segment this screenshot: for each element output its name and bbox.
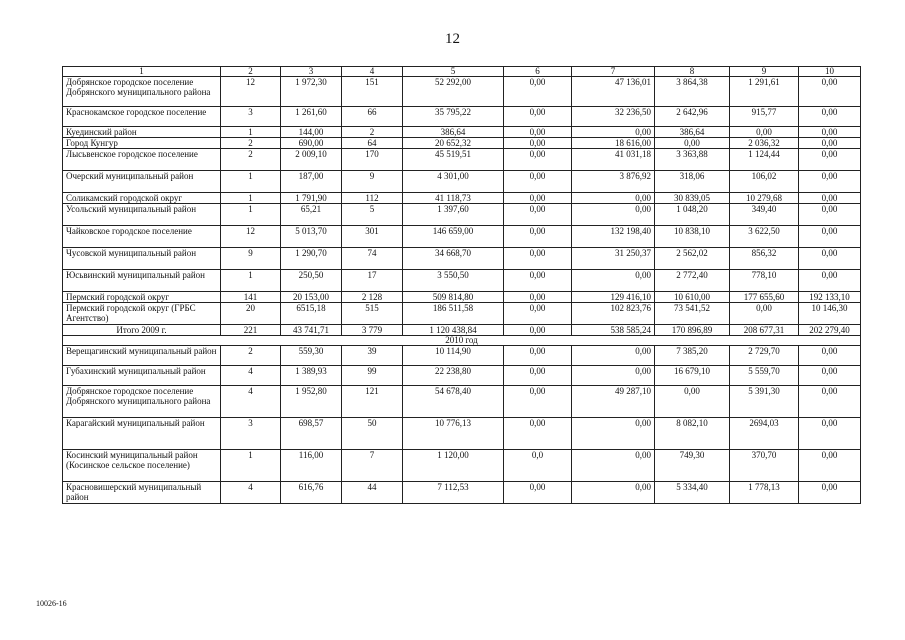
total-value-cell: 3 779	[342, 325, 403, 336]
value-cell: 20 652,32	[403, 138, 504, 149]
year-section-row	[63, 336, 861, 346]
value-cell: 151	[342, 77, 403, 107]
value-cell: 0,00	[504, 248, 572, 270]
value-cell: 44	[342, 482, 403, 504]
column-header: 5	[403, 67, 504, 77]
table-row	[63, 127, 861, 138]
value-cell: 54 678,40	[403, 386, 504, 418]
value-cell: 1 124,44	[730, 149, 799, 171]
column-number-row	[63, 67, 861, 77]
value-cell: 386,64	[403, 127, 504, 138]
value-cell: 3 622,50	[730, 226, 799, 248]
year-section-label: 2010 год	[63, 336, 861, 346]
document-id: 10026-16	[36, 599, 67, 608]
municipality-name-cell: Добрянское городское поселение Добрянского муниципального района	[63, 77, 221, 107]
value-cell: 0,00	[504, 204, 572, 226]
data-table	[62, 66, 861, 504]
total-label: Итого 2009 г.	[63, 325, 221, 336]
value-cell: 1	[221, 270, 281, 292]
municipality-name-cell: Чайковское городское поселение	[63, 226, 221, 248]
value-cell: 112	[342, 193, 403, 204]
value-cell: 16 679,10	[655, 366, 730, 386]
value-cell: 0,00	[504, 226, 572, 248]
column-header: 9	[730, 67, 799, 77]
value-cell: 0,00	[799, 171, 861, 193]
municipality-name-cell: Чусовской муниципальный район	[63, 248, 221, 270]
table-row	[63, 204, 861, 226]
municipality-name-cell: Карагайский муниципальный район	[63, 418, 221, 450]
value-cell: 0,00	[504, 292, 572, 303]
value-cell: 2	[221, 149, 281, 171]
value-cell: 2	[342, 127, 403, 138]
value-cell: 3 550,50	[403, 270, 504, 292]
value-cell: 0,00	[572, 204, 655, 226]
value-cell: 1 389,93	[281, 366, 342, 386]
value-cell: 0,00	[799, 270, 861, 292]
value-cell: 22 238,80	[403, 366, 504, 386]
total-value-cell: 202 279,40	[799, 325, 861, 336]
value-cell: 5 013,70	[281, 226, 342, 248]
table-row	[63, 270, 861, 292]
value-cell: 0,00	[655, 386, 730, 418]
table-row	[63, 292, 861, 303]
value-cell: 186 511,58	[403, 303, 504, 325]
value-cell: 2 772,40	[655, 270, 730, 292]
municipality-name-cell: Лысьвенское городское поселение	[63, 149, 221, 171]
value-cell: 386,64	[655, 127, 730, 138]
value-cell: 0,00	[799, 248, 861, 270]
value-cell: 2	[221, 138, 281, 149]
value-cell: 2 036,32	[730, 138, 799, 149]
value-cell: 121	[342, 386, 403, 418]
value-cell: 0,00	[799, 386, 861, 418]
value-cell: 0,00	[799, 418, 861, 450]
value-cell: 9	[221, 248, 281, 270]
value-cell: 47 136,01	[572, 77, 655, 107]
value-cell: 31 250,37	[572, 248, 655, 270]
value-cell: 0,00	[799, 77, 861, 107]
value-cell: 0,00	[730, 127, 799, 138]
value-cell: 7 385,20	[655, 346, 730, 366]
value-cell: 1 791,90	[281, 193, 342, 204]
value-cell: 0,00	[730, 303, 799, 325]
value-cell: 5	[342, 204, 403, 226]
value-cell: 3 876,92	[572, 171, 655, 193]
value-cell: 18 616,00	[572, 138, 655, 149]
value-cell: 64	[342, 138, 403, 149]
value-cell: 0,00	[799, 226, 861, 248]
value-cell: 0,00	[572, 270, 655, 292]
value-cell: 690,00	[281, 138, 342, 149]
value-cell: 2 128	[342, 292, 403, 303]
value-cell: 39	[342, 346, 403, 366]
municipality-name-cell: Добрянское городское поселение Добрянского муниципального района	[63, 386, 221, 418]
total-value-cell: 1 120 438,84	[403, 325, 504, 336]
municipality-name-cell: Очерский муниципальный район	[63, 171, 221, 193]
value-cell: 4	[221, 366, 281, 386]
value-cell: 301	[342, 226, 403, 248]
value-cell: 2 729,70	[730, 346, 799, 366]
table-row	[63, 77, 861, 107]
value-cell: 49 287,10	[572, 386, 655, 418]
table-row	[63, 193, 861, 204]
value-cell: 509 814,80	[403, 292, 504, 303]
value-cell: 10 776,13	[403, 418, 504, 450]
value-cell: 50	[342, 418, 403, 450]
municipality-name-cell: Пермский городской округ	[63, 292, 221, 303]
value-cell: 0,00	[504, 386, 572, 418]
value-cell: 349,40	[730, 204, 799, 226]
value-cell: 5 334,40	[655, 482, 730, 504]
value-cell: 0,00	[504, 346, 572, 366]
value-cell: 0,00	[504, 270, 572, 292]
value-cell: 370,70	[730, 450, 799, 482]
value-cell: 0,00	[504, 107, 572, 127]
value-cell: 0,00	[799, 149, 861, 171]
value-cell: 10 838,10	[655, 226, 730, 248]
value-cell: 0,00	[799, 127, 861, 138]
value-cell: 52 292,00	[403, 77, 504, 107]
value-cell: 0,00	[572, 127, 655, 138]
value-cell: 141	[221, 292, 281, 303]
municipality-name-cell: Соликамский городской округ	[63, 193, 221, 204]
value-cell: 20	[221, 303, 281, 325]
table-row	[63, 303, 861, 325]
value-cell: 10 279,68	[730, 193, 799, 204]
value-cell: 0,00	[504, 418, 572, 450]
value-cell: 856,32	[730, 248, 799, 270]
value-cell: 0,00	[572, 450, 655, 482]
municipality-name-cell: Верещагинский муниципальный район	[63, 346, 221, 366]
value-cell: 1	[221, 127, 281, 138]
municipality-name-cell: Куединский район	[63, 127, 221, 138]
value-cell: 2 642,96	[655, 107, 730, 127]
total-value-cell: 538 585,24	[572, 325, 655, 336]
value-cell: 0,00	[504, 127, 572, 138]
total-value-cell: 43 741,71	[281, 325, 342, 336]
value-cell: 318,06	[655, 171, 730, 193]
value-cell: 0,00	[799, 450, 861, 482]
value-cell: 102 823,76	[572, 303, 655, 325]
total-value-cell: 170 896,89	[655, 325, 730, 336]
value-cell: 12	[221, 77, 281, 107]
value-cell: 250,50	[281, 270, 342, 292]
value-cell: 0,00	[572, 482, 655, 504]
column-header: 6	[504, 67, 572, 77]
value-cell: 0,00	[504, 303, 572, 325]
table-row	[63, 248, 861, 270]
value-cell: 1 778,13	[730, 482, 799, 504]
value-cell: 778,10	[730, 270, 799, 292]
value-cell: 4	[221, 482, 281, 504]
value-cell: 41 031,18	[572, 149, 655, 171]
column-header: 7	[572, 67, 655, 77]
column-header: 10	[799, 67, 861, 77]
value-cell: 698,57	[281, 418, 342, 450]
value-cell: 106,02	[730, 171, 799, 193]
value-cell: 1 291,61	[730, 77, 799, 107]
value-cell: 2	[221, 346, 281, 366]
value-cell: 144,00	[281, 127, 342, 138]
column-header: 1	[63, 67, 221, 77]
value-cell: 10 146,30	[799, 303, 861, 325]
value-cell: 0,00	[504, 149, 572, 171]
value-cell: 2694,03	[730, 418, 799, 450]
value-cell: 1 048,20	[655, 204, 730, 226]
value-cell: 192 133,10	[799, 292, 861, 303]
municipality-name-cell: Губахинский муниципальный район	[63, 366, 221, 386]
municipality-name-cell: Косинский муниципальный район (Косинское сельское поселение)	[63, 450, 221, 482]
total-value-cell: 0,00	[504, 325, 572, 336]
value-cell: 0,0	[504, 450, 572, 482]
value-cell: 10 114,90	[403, 346, 504, 366]
value-cell: 2 562,02	[655, 248, 730, 270]
value-cell: 32 236,50	[572, 107, 655, 127]
column-header: 3	[281, 67, 342, 77]
value-cell: 177 655,60	[730, 292, 799, 303]
value-cell: 515	[342, 303, 403, 325]
value-cell: 0,00	[572, 366, 655, 386]
value-cell: 5 391,30	[730, 386, 799, 418]
value-cell: 1	[221, 450, 281, 482]
value-cell: 8 082,10	[655, 418, 730, 450]
value-cell: 0,00	[799, 346, 861, 366]
value-cell: 0,00	[504, 138, 572, 149]
value-cell: 3 864,38	[655, 77, 730, 107]
value-cell: 66	[342, 107, 403, 127]
value-cell: 616,76	[281, 482, 342, 504]
value-cell: 0,00	[655, 138, 730, 149]
value-cell: 41 118,73	[403, 193, 504, 204]
value-cell: 99	[342, 366, 403, 386]
value-cell: 0,00	[799, 482, 861, 504]
column-header: 4	[342, 67, 403, 77]
value-cell: 170	[342, 149, 403, 171]
value-cell: 146 659,00	[403, 226, 504, 248]
value-cell: 0,00	[504, 366, 572, 386]
municipality-name-cell: Город Кунгур	[63, 138, 221, 149]
value-cell: 10 610,00	[655, 292, 730, 303]
table-row	[63, 226, 861, 248]
value-cell: 20 153,00	[281, 292, 342, 303]
value-cell: 915,77	[730, 107, 799, 127]
table-row	[63, 138, 861, 149]
total-value-cell: 221	[221, 325, 281, 336]
value-cell: 3	[221, 107, 281, 127]
total-value-cell: 208 677,31	[730, 325, 799, 336]
value-cell: 65,21	[281, 204, 342, 226]
value-cell: 0,00	[504, 482, 572, 504]
value-cell: 30 839,05	[655, 193, 730, 204]
value-cell: 9	[342, 171, 403, 193]
page-number: 12	[445, 31, 460, 47]
column-header: 8	[655, 67, 730, 77]
value-cell: 1	[221, 193, 281, 204]
municipality-name-cell: Усольский муниципальный район	[63, 204, 221, 226]
value-cell: 0,00	[799, 107, 861, 127]
table-row	[63, 346, 861, 366]
value-cell: 187,00	[281, 171, 342, 193]
table-row	[63, 482, 861, 504]
value-cell: 132 198,40	[572, 226, 655, 248]
value-cell: 12	[221, 226, 281, 248]
value-cell: 0,00	[799, 138, 861, 149]
value-cell: 35 795,22	[403, 107, 504, 127]
value-cell: 1	[221, 204, 281, 226]
value-cell: 1	[221, 171, 281, 193]
value-cell: 0,00	[799, 193, 861, 204]
value-cell: 34 668,70	[403, 248, 504, 270]
value-cell: 559,30	[281, 346, 342, 366]
table-row	[63, 450, 861, 482]
municipality-name-cell: Пермский городской округ (ГРБС Агентство)	[63, 303, 221, 325]
value-cell: 116,00	[281, 450, 342, 482]
value-cell: 1 290,70	[281, 248, 342, 270]
value-cell: 4 301,00	[403, 171, 504, 193]
value-cell: 73 541,52	[655, 303, 730, 325]
table-row	[63, 149, 861, 171]
table-row	[63, 418, 861, 450]
column-header: 2	[221, 67, 281, 77]
value-cell: 1 972,30	[281, 77, 342, 107]
value-cell: 7	[342, 450, 403, 482]
value-cell: 0,00	[572, 418, 655, 450]
value-cell: 5 559,70	[730, 366, 799, 386]
value-cell: 1 397,60	[403, 204, 504, 226]
value-cell: 1 120,00	[403, 450, 504, 482]
value-cell: 0,00	[572, 346, 655, 366]
table-row	[63, 171, 861, 193]
table-row	[63, 386, 861, 418]
value-cell: 0,00	[572, 193, 655, 204]
value-cell: 0,00	[799, 204, 861, 226]
value-cell: 0,00	[504, 77, 572, 107]
value-cell: 749,30	[655, 450, 730, 482]
value-cell: 3 363,88	[655, 149, 730, 171]
value-cell: 7 112,53	[403, 482, 504, 504]
table-row	[63, 107, 861, 127]
value-cell: 0,00	[799, 366, 861, 386]
value-cell: 3	[221, 418, 281, 450]
value-cell: 0,00	[504, 193, 572, 204]
value-cell: 6515,18	[281, 303, 342, 325]
value-cell: 0,00	[504, 171, 572, 193]
value-cell: 74	[342, 248, 403, 270]
table-row	[63, 366, 861, 386]
value-cell: 45 519,51	[403, 149, 504, 171]
municipality-name-cell: Красновишерский муниципальный район	[63, 482, 221, 504]
total-row	[63, 325, 861, 336]
value-cell: 2 009,10	[281, 149, 342, 171]
value-cell: 129 416,10	[572, 292, 655, 303]
value-cell: 1 952,80	[281, 386, 342, 418]
municipality-name-cell: Юсьвинский муниципальный район	[63, 270, 221, 292]
value-cell: 17	[342, 270, 403, 292]
value-cell: 4	[221, 386, 281, 418]
value-cell: 1 261,60	[281, 107, 342, 127]
municipality-name-cell: Краснокамское городское поселение	[63, 107, 221, 127]
